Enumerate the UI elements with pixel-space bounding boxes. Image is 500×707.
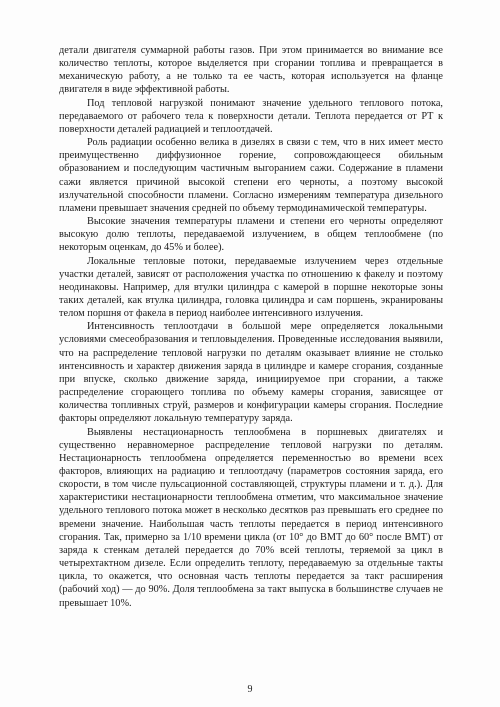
paragraph-radiation-role: Роль радиации особенно велика в дизелях в связи с тем, что в них имеет место преимущественно диффузионное горение, сопровождающееся обильным образованием и последующим частичным выгоранием сажи. Содержание в пламени сажи является причиной высокой степени его черноты, а поэтому высокой излучательной способности пламени. Согласно измерениям температура дизельного пламени превышает значения средней по объему термодинамической температуры. — [59, 137, 443, 214]
paragraph-thermal-load: Под тепловой нагрузкой понимают значение удельного теплового потока, передаваемого от рабочего тела к поверхности детали. Теплота передается от РТ к поверхности деталей радиацией и теплоотдачей. — [59, 97, 443, 135]
paragraph-heat-transfer-intensity: Интенсивность теплоотдачи в большой мере определяется локальными условиями смесеобразования и тепловыделения. Проведенные исследования выявили, что на распределение тепловой нагрузки по деталям оказывает влияние не столько интенсивность и характер движения заряда в цилиндре и камере сгорания, созданные при впуске, сколько движение заряда, инициируемое при сгорании, а также распределение сгорающего топлива по объему камеры сгорания, зависящее от количества топливных струй, размеров и конфигурации камеры сгорания. Последние факторы определяют локальную температуру заряда. — [59, 321, 443, 425]
paragraph-continuation: детали двигателя суммарной работы газов. При этом принимается во внимание все количество теплоты, которое выделяется при сгорании топлива и превращается в механическую работу, а не только та ее часть, которая используется на фланце двигателя в виде эффективной работы. — [59, 45, 443, 96]
paragraph-flame-temperature: Высокие значения температуры пламени и степени его черноты определяют высокую долю теплоты, передаваемой излучением, в общем теплообмене (по некоторым оценкам, до 45% и более). — [59, 216, 443, 254]
body-text — [59, 44, 443, 610]
page-number: 9 — [247, 684, 253, 695]
paragraph-nonstationarity: Выявлены нестационарность теплообмена в поршневых двигателях и существенно неравномерное распределение тепловой нагрузки по деталям. Нестационарность теплообмена определяется переменностью во времени всех факторов, влияющих на радиацию и теплоотдачу (параметров состояния заряда, его скорости, в том числе пульсационной составляющей, структуры пламени и т. д.). Для характеристики нестационарности теплообмена отметим, что максимальное значение удельного теплового потока может в несколько десятков раз превышать его среднее по времени значение. Наибольшая часть теплоты передается в период интенсивного сгорания. Так, примерно за 1/10 времени цикла (от 10° до ВМТ до 60° после ВМТ) от заряда к стенкам деталей передается до 70% всей теплоты, теряемой за цикл в четырехтактном дизеле. Если определить теплоту, передаваемую за отдельные такты цикла, то окажется, что основная часть теплоты передается за такт расширения (рабочий ход) — до 90%. Доля теплообмена за такт выпуска в большинстве случаев не превышает 10%. — [59, 426, 443, 609]
paragraph-local-heat-flows: Локальные тепловые потоки, передаваемые излучением через отдельные участки деталей, зависят от расположения участка по отношению к факелу и поэтому неодинаковы. Например, для втулки цилиндра с камерой в поршне некоторые зоны таких деталей, как втулка цилиндра, головка цилиндра и сам поршень, экранированы телом поршня от факела в период наиболее интенсивного излучения. — [59, 255, 443, 320]
